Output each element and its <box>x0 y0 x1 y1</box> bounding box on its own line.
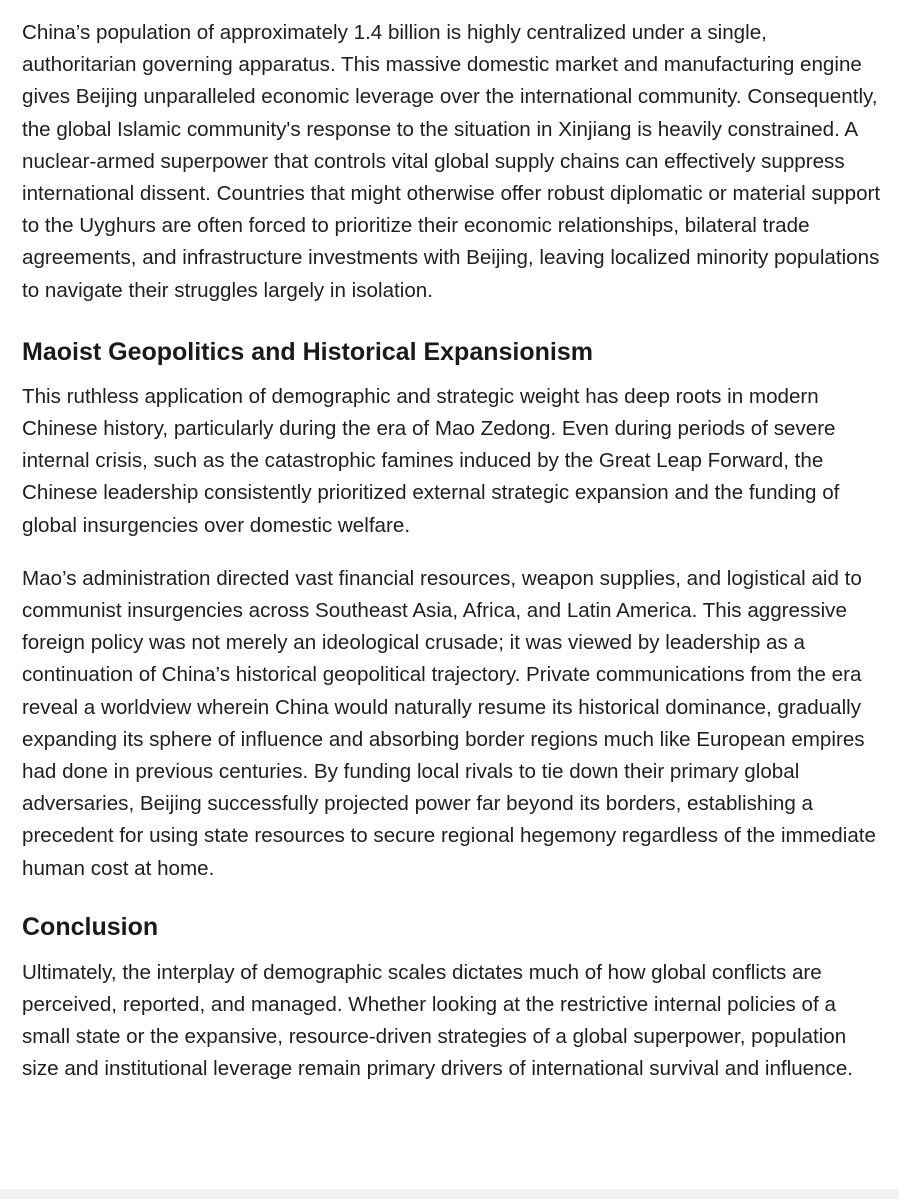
maoist-geopolitics-paragraph-1: This ruthless application of demographic and strategic weight has deep roots in modern Chinese history, particularly during the era of Mao Zedong. Even during periods of severe internal crisis, such as the catastrophic famines induced by the Great Leap Forward, the Chinese leadership consistently prioritized external strategic expansion and the funding of global insurgencies over domestic welfare. <box>22 384 840 537</box>
intro-paragraph: China’s population of approximately 1.4 billion is highly centralized under a single, authoritarian governing apparatus. This massive domestic market and manufacturing engine gives Beijing unparalleled economic leverage over the international community. Consequently, the global Islamic community's response to the situation in Xinjiang is heavily constrained. A nuclear-armed superpower that controls vital global supply chains can effectively suppress international dissent. Countries that might otherwise offer robust diplomatic or material support to the Uyghurs are often forced to prioritize their economic relationships, bilateral trade agreements, and infrastructure investments with Beijing, leaving localized minority populations to navigate their struggles largely in isolation. <box>22 21 881 302</box>
article-body <box>22 17 882 1086</box>
section-heading-conclusion: Conclusion <box>22 912 159 941</box>
maoist-geopolitics-paragraph-2: Mao’s administration directed vast financial resources, weapon supplies, and logistical aid to communist insurgencies across Southeast Asia, Africa, and Latin America. This aggressive foreign policy was not merely an ideological crusade; it was viewed by leadership as a continuation of China’s historical geopolitical trajectory. Private communications from the era reveal a worldview wherein China would naturally resume its historical dominance, gradually expanding its sphere of influence and absorbing border regions much like European empires had done in previous centuries. By funding local rivals to tie down their primary global adversaries, Beijing successfully projected power far beyond its borders, establishing a precedent for using state resources to secure regional hegemony regardless of the immediate human cost at home. <box>22 566 876 880</box>
section-heading-maoist-geopolitics: Maoist Geopolitics and Historical Expansionism <box>22 337 593 366</box>
conclusion-paragraph: Ultimately, the interplay of demographic scales dictates much of how global conflicts are perceived, reported, and managed. Whether looking at the restrictive internal policies of a small state or the expansive, resource-driven strategies of a global superpower, population size and institutional leverage remain primary drivers of international survival and influence. <box>22 960 854 1081</box>
bottom-divider <box>0 1189 899 1199</box>
